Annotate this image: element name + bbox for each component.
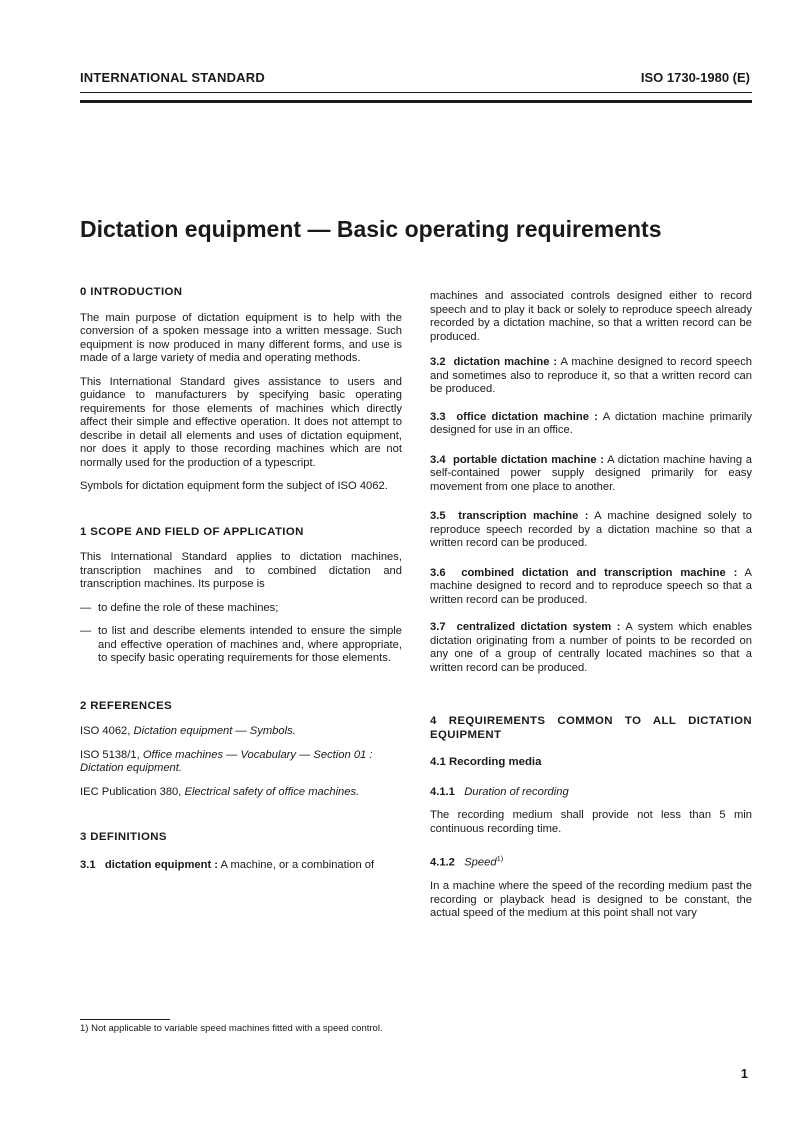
definition-3-6-number: 3.6 bbox=[430, 566, 446, 579]
definition-3-6-text: A machine designed to record and to reproduce speech so that a written record can be produced. bbox=[430, 566, 752, 606]
definition-3-5-term: transcription machine : bbox=[458, 510, 589, 522]
section-2-heading: 2 REFERENCES bbox=[80, 699, 173, 712]
intro-paragraph-3: Symbols for dictation equipment form the subject of ISO 4062. bbox=[80, 480, 388, 492]
section-3-heading: 3 DEFINITIONS bbox=[80, 831, 167, 843]
definition-3-2-number: 3.2 bbox=[430, 356, 446, 368]
scope-item-1 bbox=[80, 602, 402, 616]
subsection-4-1-heading: 4.1 Recording media bbox=[430, 756, 542, 768]
definition-3-2 bbox=[430, 356, 752, 397]
definition-3-1-number: 3.1 bbox=[80, 858, 96, 871]
reference-3 bbox=[80, 786, 402, 800]
definition-3-3 bbox=[430, 411, 752, 438]
definition-3-6 bbox=[430, 567, 752, 608]
scope-item-2 bbox=[80, 625, 402, 666]
subsection-4-1-2-heading bbox=[430, 852, 752, 870]
recording-speed-text: In a machine where the speed of the recording medium past the recording or playback head is designed to be constant, the actual speed of the medium at this point shall not vary bbox=[430, 880, 752, 920]
reference-3-title: Electrical safety of office machines. bbox=[184, 785, 360, 798]
reference-1-title: Dictation equipment — Symbols. bbox=[133, 725, 296, 737]
definition-3-7-term: centralized dictation system : bbox=[456, 621, 621, 633]
definition-3-4-text: A dictation machine having a self-contained power supply designed primarily for easy movement from one place to another. bbox=[430, 453, 753, 493]
header-standard-label: INTERNATIONAL STANDARD bbox=[80, 70, 265, 85]
intro-paragraph-2: This International Standard gives assistance to users and guidance to manufacturers by specifying basic operating requirements for those elements of machines which directly affect their simple and effective operation. It does not attempt to describe in detail all elements and uses of dictation equipment, nor does it apply to those recording machines which are not normally used for the production of a typescript. bbox=[80, 375, 402, 469]
footnote-rule bbox=[80, 1019, 170, 1020]
section-4-heading: 4 REQUIREMENTS COMMON TO ALL DICTATION EQUIPMENT bbox=[430, 715, 752, 741]
page-title: Dictation equipment — Basic operating requirements bbox=[80, 216, 662, 242]
page-number: 1 bbox=[740, 1066, 748, 1081]
section-0-heading: 0 INTRODUCTION bbox=[80, 286, 183, 298]
right-column bbox=[430, 290, 752, 931]
scope-paragraph: This International Standard applies to dictation machines, transcription machines and to combined dictation and transcription machines. Its purpose is bbox=[80, 551, 402, 590]
subsection-4-1-1-heading bbox=[430, 786, 752, 800]
section-1-heading: 1 SCOPE AND FIELD OF APPLICATION bbox=[80, 525, 304, 538]
definition-3-1-term: dictation equipment : bbox=[104, 858, 219, 871]
reference-3-number: IEC Publication 380, bbox=[80, 785, 185, 798]
reference-1-number: ISO 4062, bbox=[80, 725, 134, 737]
recording-duration-text: The recording medium shall provide not less than 5 min continuous recording time. bbox=[430, 809, 752, 835]
dash-mark: — bbox=[80, 601, 92, 614]
footnote: 1) Not applicable to variable speed machines fitted with a speed control. bbox=[80, 1023, 383, 1034]
definition-3-4 bbox=[430, 454, 752, 495]
definition-3-7 bbox=[430, 621, 752, 675]
header-rule-thick bbox=[80, 100, 752, 103]
footnote-reference: 1) bbox=[496, 854, 504, 863]
subsection-4-1-1-number: 4.1.1 bbox=[430, 785, 455, 798]
definition-3-1-continued: machines and associated controls designed either to record speech and to play it back or solely to reproduce speech already recorded by a dictation machine, so that a written record can be produced. bbox=[430, 290, 752, 343]
definition-3-2-text: A machine designed to record speech and sometimes also to reproduce it, so that a written record can be produced. bbox=[430, 356, 753, 395]
left-column bbox=[80, 286, 402, 872]
intro-paragraph-1: The main purpose of dictation equipment is to help with the conversion of a spoken message into a written message. Such equipment is now produced in many different forms, and use is made of a large variety of media and operating methods. bbox=[80, 311, 402, 364]
reference-2-title: Office machines — Vocabulary — Section 01 : Dictation equipment. bbox=[80, 748, 373, 774]
definition-3-2-term: dictation machine : bbox=[453, 356, 558, 368]
definition-3-5-number: 3.5 bbox=[430, 510, 446, 522]
definition-3-5 bbox=[430, 510, 752, 551]
dash-mark: — bbox=[80, 625, 92, 637]
definition-3-4-number: 3.4 bbox=[430, 453, 446, 466]
reference-2 bbox=[80, 749, 402, 776]
subsection-4-1-2-title: Speed bbox=[464, 856, 497, 869]
reference-1 bbox=[80, 725, 402, 739]
definition-3-5-text: A machine designed solely to reproduce speech recorded by a dictation machine so that a written record can be produced. bbox=[430, 510, 752, 549]
definition-3-3-number: 3.3 bbox=[430, 410, 446, 423]
definition-3-4-term: portable dictation machine : bbox=[453, 453, 605, 466]
definition-3-6-term: combined dictation and transcription machine : bbox=[461, 566, 738, 579]
definition-3-1-start: 3.1 dictation equipment : A machine, or a combination of bbox=[80, 858, 375, 871]
definition-3-3-term: office dictation machine : bbox=[456, 410, 599, 423]
scope-item-2-text: to list and describe elements intended to ensure the simple and effective operation of machines and, where appropriate, to specify basic operating requirements for those elements. bbox=[98, 625, 402, 664]
subsection-4-1-2-number: 4.1.2 bbox=[430, 856, 455, 869]
reference-2-number: ISO 5138/1, bbox=[80, 748, 143, 761]
definition-3-7-number: 3.7 bbox=[430, 621, 446, 633]
definition-3-7-text: A system which enables dictation originating from a number of points to be recorded on any one of a group of centrally located machines so that a written record can be produced. bbox=[430, 621, 752, 674]
definition-3-3-text: A dictation machine primarily designed for use in an office. bbox=[430, 410, 752, 436]
scope-item-1-text: to define the role of these machines; bbox=[98, 601, 279, 614]
header-document-number: ISO 1730-1980 (E) bbox=[640, 70, 750, 85]
header-rule-thin bbox=[80, 92, 752, 93]
subsection-4-1-1-title: Duration of recording bbox=[464, 785, 569, 798]
